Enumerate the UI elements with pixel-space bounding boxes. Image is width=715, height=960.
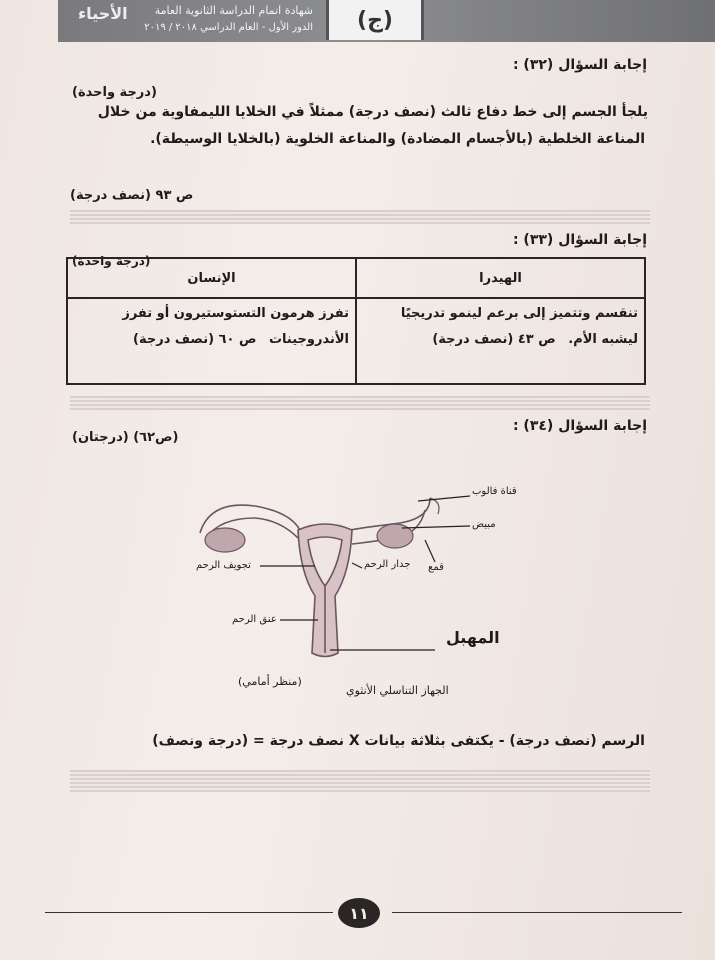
q32-grade: (درجة واحدة) bbox=[72, 85, 157, 100]
label-cervix: عنق الرحم bbox=[232, 614, 277, 625]
label-uterine-cavity: تجويف الرحم bbox=[196, 560, 251, 571]
q32-title: إجابة السؤال (٣٢) : bbox=[512, 57, 647, 73]
pointer-funnel bbox=[425, 540, 435, 562]
label-uterine-wall: جدار الرحم bbox=[364, 559, 411, 570]
label-funnel: قمع bbox=[428, 562, 444, 573]
pointer-uterine-wall bbox=[352, 563, 362, 568]
page-header bbox=[58, 0, 715, 42]
table-row bbox=[67, 298, 645, 384]
comparison-table bbox=[66, 257, 646, 385]
table-header-row bbox=[67, 258, 645, 298]
exam-term: الدور الأول - العام الدراسي ٢٠١٨ / ٢٠١٩ bbox=[144, 22, 313, 33]
certificate-title: شهادة اتمام الدراسة الثانوية العامة bbox=[154, 4, 313, 17]
female-reproductive-diagram bbox=[180, 478, 510, 698]
label-vagina: المهبل bbox=[446, 628, 500, 647]
hydra-ref: ص ٤٣ (نصف درجة) bbox=[432, 332, 556, 347]
table-cell-hydra bbox=[356, 298, 645, 384]
model-letter: (ج) bbox=[326, 0, 424, 40]
q34-note: الرسم (نصف درجة) - يكتفى بثلاثة بيانات X نصف درجة = (درجة ونصف) bbox=[152, 733, 645, 749]
table-header-human: الإنسان bbox=[67, 258, 356, 298]
q34-grade: (ص٦٢) (درجتان) bbox=[72, 430, 179, 445]
footer-line-right bbox=[392, 912, 682, 913]
divider-band bbox=[70, 396, 650, 410]
q32-line1: يلجأ الجسم إلى خط دفاع ثالث (نصف درجة) ممثلاً في الخلايا الليمفاوية من خلال bbox=[97, 104, 648, 120]
divider-band bbox=[70, 770, 650, 792]
divider-band bbox=[70, 210, 650, 224]
page-number: ١١ bbox=[338, 898, 380, 928]
pointer-fallopian bbox=[418, 496, 470, 501]
hydra-answer: تنقسم وتتميز إلى برعم لينمو تدريجيًا ليشبه الأم. bbox=[400, 306, 638, 347]
q32-line2: المناعة الخلطية (بالأجسام المضادة) والمناعة الخلوية (بالخلايا الوسيطة). bbox=[150, 131, 645, 147]
human-answer: تفرز هرمون التستوستيرون أو تفرز الأندروجينات bbox=[122, 306, 349, 347]
pointer-ovary bbox=[402, 526, 470, 528]
footer-line-left bbox=[45, 912, 333, 913]
q33-title: إجابة السؤال (٣٣) : bbox=[512, 232, 647, 248]
diagram-caption: الجهاز التناسلي الأنثوي bbox=[346, 684, 449, 697]
left-ovary bbox=[205, 528, 245, 552]
label-fallopian-tube: قناة فالوب bbox=[472, 486, 517, 497]
q34-title: إجابة السؤال (٣٤) : bbox=[512, 418, 647, 434]
subject-title: الأحياء bbox=[78, 4, 128, 23]
human-ref: ص ٦٠ (نصف درجة) bbox=[133, 332, 257, 347]
label-ovary: مبيض bbox=[472, 519, 496, 530]
table-header-hydra: الهيدرا bbox=[356, 258, 645, 298]
table-cell-human bbox=[67, 298, 356, 384]
label-front-view: (منظر أمامي) bbox=[238, 675, 302, 688]
q32-ref: ص ٩٣ (نصف درجة) bbox=[70, 188, 194, 203]
q33-grade: (درجة واحدة) bbox=[72, 254, 151, 268]
